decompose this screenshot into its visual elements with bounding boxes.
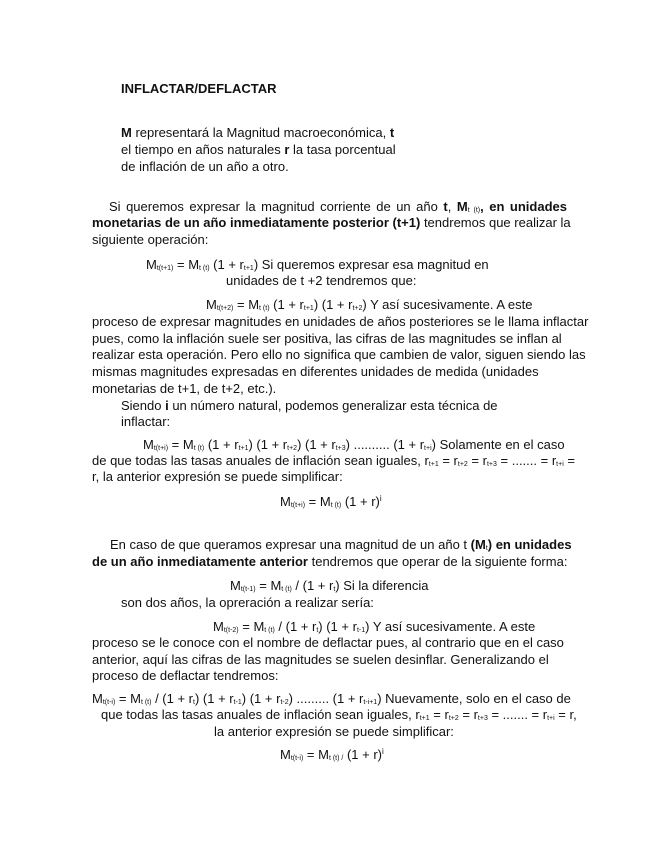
formula-inflate-general: $M_{t(t+i)} = M_{t (t)}$ $(1 + r_{t+1})$ $(1 + r_{t+2})$ $(1 + r_{t+3})$ .......... $(1 + r_{t+i})$ Solamente en el caso	[143, 437, 565, 452]
intro-line-2: el tiempo en años naturales r la tasa porcentual	[121, 142, 396, 157]
page-title: INFLACTAR/DEFLACTAR	[121, 81, 277, 96]
formula-inflate-simplified: $M_{t(t+i)} = M_{t (t)}$ $(1 + r)^i$	[280, 494, 382, 509]
paragraph-2-line-4: mismas magnitudes expresadas en diferentes unidades de medida (unidades	[92, 364, 539, 379]
formula-deflate-simplified: $M_{t(t-i)} = M_{t (t) /}$ $(1 + r)^i$	[280, 747, 384, 762]
formula-inflate-two-years: $M_{t(t+2)} = M_{t (t)}$ $(1 + r_{t+1})$ $(1 + r_{t+2})$ Y así sucesivamente. A este	[206, 297, 533, 312]
formula-5-continuation: son dos años, la opreración a realizar sería:	[121, 595, 374, 610]
formula-3-condition: de que todas las tasas anuales de inflación sean iguales, $r_{t+1} = r_{t+2} = r_{t+3}$ = ....... = $r_{t+i}$ =	[92, 453, 575, 468]
paragraph-5-line-3: proceso de deflactar tendremos:	[92, 668, 279, 683]
formula-deflate-one-year: $M_{t(t-1)} = M_{t (t)} / (1 + r_t)$ Si la diferencia	[230, 578, 429, 593]
paragraph-5-line-1: proceso se le conoce con el nombre de deflactar pues, al contrario que en el caso	[92, 635, 564, 650]
formula-1-continuation: unidades de t +2 tendremos que:	[226, 273, 417, 288]
paragraph-2-line-3: realizar esta operación. Pero ello no significa que cambien de valor, siguen siendo las	[92, 347, 586, 362]
paragraph-4-line-1: En caso de que queramos expresar una magnitud de un año t $(M_t)$ en unidades	[110, 537, 572, 552]
formula-7-condition: que todas las tasas anuales de inflación sean iguales, $r_{t+1} = r_{t+2} = r_{t+3}$ = ....... = $r_{t+i} = r$,	[101, 707, 577, 722]
formula-deflate-two-years: $M_{t(t-2)} = M_{t (t)} / (1 + r_t) (1 + r_{t-1})$ Y así sucesivamente. A este	[213, 619, 536, 634]
intro-line-1: M representará la Magnitud macroeconómica, t	[121, 125, 395, 140]
intro-line-3: de inflación de un año a otro.	[121, 159, 289, 174]
paragraph-4-line-2: de un año inmediatamente anterior tendremos que operar de la siguiente forma:	[92, 554, 568, 569]
formula-7-simplify: la anterior expresión se puede simplificar:	[214, 724, 454, 739]
paragraph-1-line-3: siguiente operación:	[92, 232, 209, 247]
paragraph-1-line-1: Si queremos expresar la magnitud corriente de un año t, $M_{t (t)}$, en unidades	[109, 199, 567, 214]
formula-3-simplify: r, la anterior expresión se puede simplificar:	[92, 469, 343, 484]
paragraph-3-line-2: inflactar:	[121, 414, 171, 429]
paragraph-2-line-2: pues, como la inflación suele ser positiva, las cifras de las magnitudes se inflan al	[92, 331, 562, 346]
paragraph-2-line-5: monetarias de t+1, de t+2, etc.).	[92, 381, 277, 396]
paragraph-3-line-1: Siendo i un número natural, podemos generalizar esta técnica de	[121, 398, 498, 413]
formula-inflate-one-year: $M_{t(t+1)} = M_{t (t)}$ $(1 + r_{t+1})$ Si queremos expresar esa magnitud en	[146, 257, 489, 272]
paragraph-5-line-2: anterior, aquí las cifras de las magnitudes se suelen desinflar. Generalizando el	[92, 652, 549, 667]
formula-deflate-general: $M_{t(t-i)} = M_{t (t)} / (1 + r_t) (1 + r_{t-1}) (1 + r_{t-2})$ ......... $(1 + r_{t-i+1})$ Nuevamente, solo en el caso de	[92, 691, 571, 706]
paragraph-2-line-1: proceso de expresar magnitudes en unidades de años posteriores se le llama inflactar	[92, 314, 589, 329]
paragraph-1-line-2: monetarias de un año inmediatamente posterior (t+1) tendremos que realizar la	[92, 215, 571, 230]
